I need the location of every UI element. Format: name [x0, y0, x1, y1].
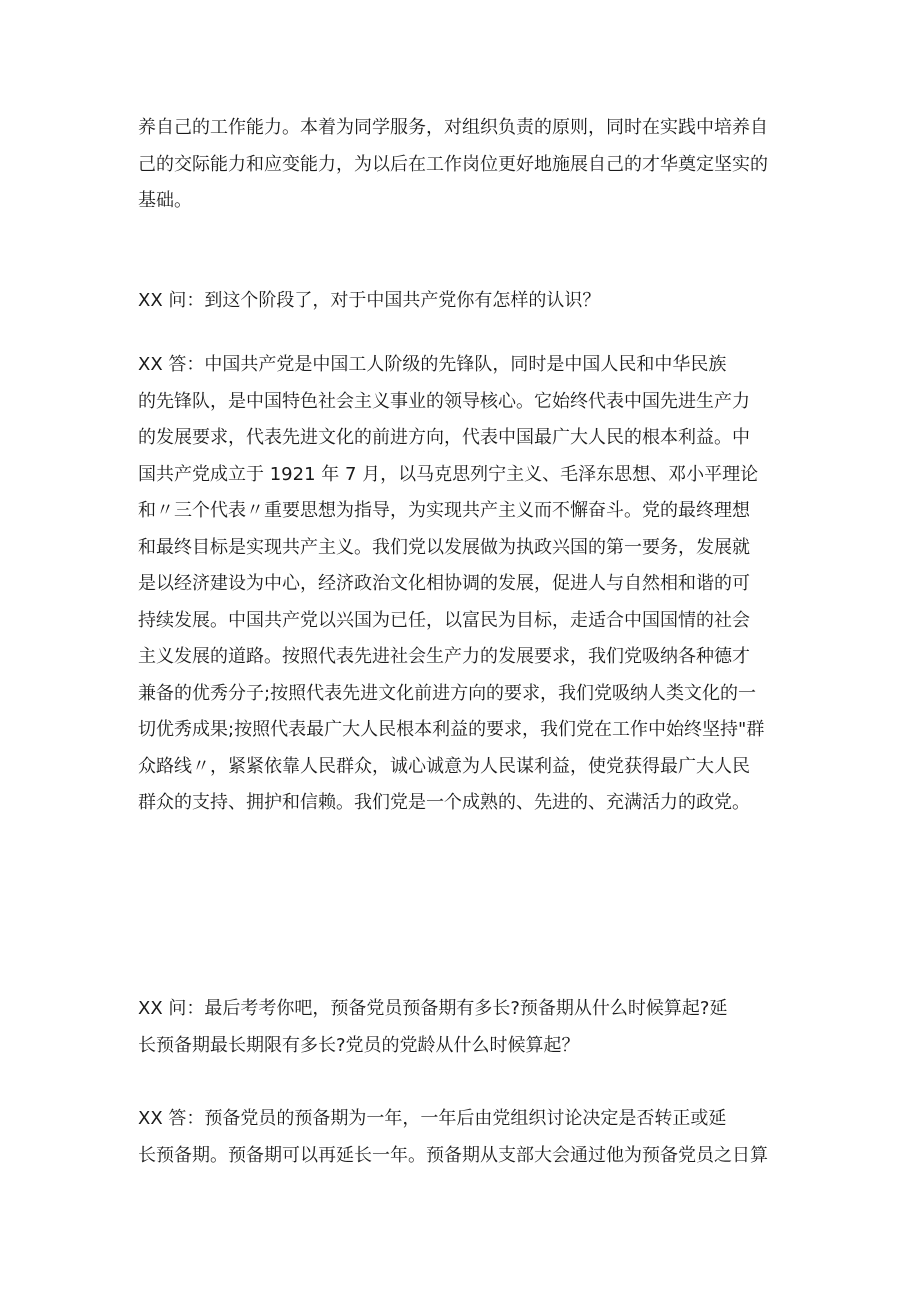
- paragraph-continuation: [138, 110, 790, 220]
- question-paragraph: [138, 991, 790, 1064]
- paragraph-text: XX 问：最后考考你吧，预备党员预备期有多长?预备期从什么时候算起?延 长预备期最长期限有多长?党员的党龄从什么时候算起？: [138, 998, 728, 1056]
- paragraph-text: XX 答：预备党员的预备期为一年，一年后由党组织讨论决定是否转正或延 长预备期。预备期可以再延长一年。预备期从支部大会通过他为预备党员之日算: [138, 1108, 768, 1166]
- question-paragraph: [138, 283, 790, 320]
- paragraph-text: 养自己的工作能力。本着为同学服务，对组织负责的原则，同时在实践中培养自 己的交际能力和应变能力，为以后在工作岗位更好地施展自己的才华奠定坚实的 基础。: [138, 117, 768, 211]
- paragraph-text: XX 问：到这个阶段了，对于中国共产党你有怎样的认识？: [138, 290, 601, 311]
- answer-paragraph: [138, 347, 790, 822]
- answer-paragraph: [138, 1101, 790, 1174]
- paragraph-text: XX 答：中国共产党是中国工人阶级的先锋队，同时是中国人民和中华民族 的先锋队，是中国特色社会主义事业的领导核心。它始终代表中国先进生产力 的发展要求，代表先进文化的前进方向，代表中国最广大人民的根本利益。中 国共产党成立于 1921 年 7 月，以马克思列宁主义、毛泽东思想、邓小平理论 和〃三个代表〃重要思想为指导，为实现共产主义而不懈奋斗。党的最终理想 和最终目标是实现共产主义。我们党以发展做为执政兴国的第一要务，发展就 是以经济建设为中心，经济政治文化相协调的发展，促进人与自然相和谐的可 持续发展。中国共产党以兴国为已任，以富民为目标，走适合中国国情的社会 主义发展的道路。按照代表先进社会生产力的发展要求，我们党吸纳各种德才 兼备的优秀分子;按照代表先进文化前进方向的要求，我们党吸纳人类文化的一 切优秀成果;按照代表最广大人民根本利益的要求，我们党在工作中始终坚持"群 众路线〃，紧紧依靠人民群众，诚心诚意为人民谋利益，使党获得最广大人民 群众的支持、拥护和信赖。我们党是一个成熟的、先进的、充满活力的政党。: [138, 354, 765, 813]
